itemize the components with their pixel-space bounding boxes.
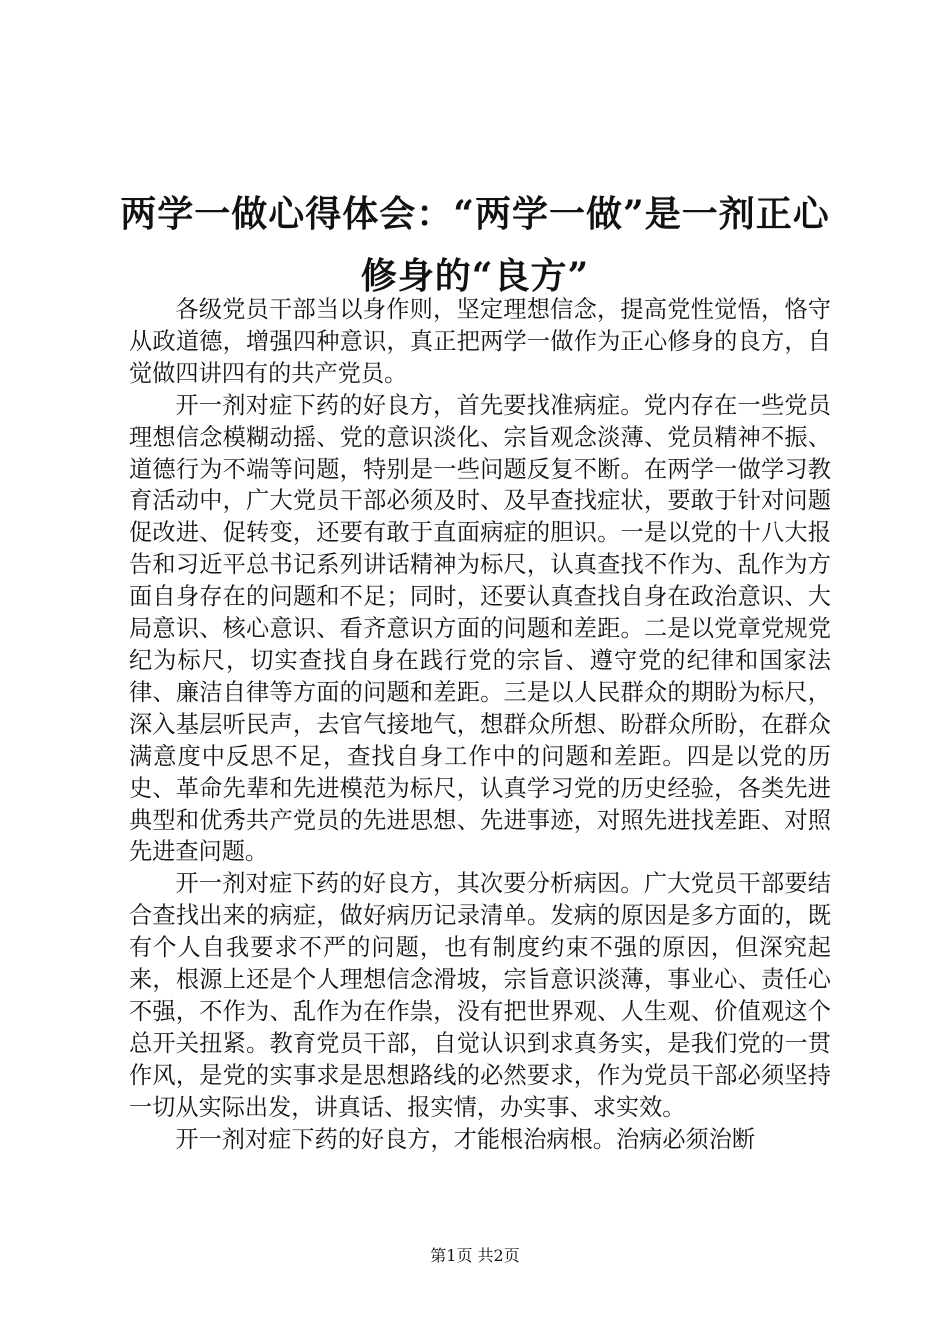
paragraph: 开一剂对症下药的好良方，才能根治病根。治病必须治断 <box>175 1125 756 1153</box>
paragraph: 各级党员干部当以身作则，坚定理想信念，提高党性觉悟，恪守从政道德，增强四种意识，真正把两学一做作为正心修身的良方，自觉做四讲四有的共产党员。 <box>129 296 831 387</box>
page-footer <box>0 1246 950 1266</box>
paragraph: 开一剂对症下药的好良方，其次要分析病因。广大党员干部要结合查找出来的病症，做好病历记录清单。发病的原因是多方面的，既有个人自我要求不严的问题，也有制度约束不强的原因，但深究起来，根源上还是个人理想信念滑坡，宗旨意识淡薄，事业心、责任心不强，不作为、乱作为在作祟，没有把世界观、人生观、价值观这个总开关扭紧。教育党员干部，自觉认识到求真务实，是我们党的一贯作风，是党的实事求是思想路线的必然要求，作为党员干部必须坚持一切从实际出发，讲真话、报实情，办实事、求实效。 <box>129 870 831 1121</box>
document-body <box>129 294 831 1155</box>
page-number: 第1页 共2页 <box>430 1246 520 1265</box>
paragraph: 开一剂对症下药的好良方，首先要找准病症。党内存在一些党员理想信念模糊动摇、党的意识淡化、宗旨观念淡薄、党员精神不振、道德行为不端等问题，特别是一些问题反复不断。在两学一做学习教育活动中，广大党员干部必须及时、及早查找症状，要敢于针对问题促改进、促转变，还要有敢于直面病症的胆识。一是以党的十八大报告和习近平总书记系列讲话精神为标尺，认真查找不作为、乱作为方面自身存在的问题和不足；同时，还要认真查找自身在政治意识、大局意识、核心意识、看齐意识方面的问题和差距。二是以党章党规党纪为标尺，切实查找自身在践行党的宗旨、遵守党的纪律和国家法律、廉洁自律等方面的问题和差距。三是以人民群众的期盼为标尺，深入基层听民声，去官气接地气，想群众所想、盼群众所盼，在群众满意度中反思不足，查找自身工作中的问题和差距。四是以党的历史、革命先辈和先进模范为标尺，认真学习党的历史经验，各类先进典型和优秀共产党员的先进思想、先进事迹，对照先进找差距、对照先进查问题。 <box>129 391 831 866</box>
document-title: 两学一做心得体会：“两学一做”是一剂正心修身的“良方” <box>120 193 830 297</box>
